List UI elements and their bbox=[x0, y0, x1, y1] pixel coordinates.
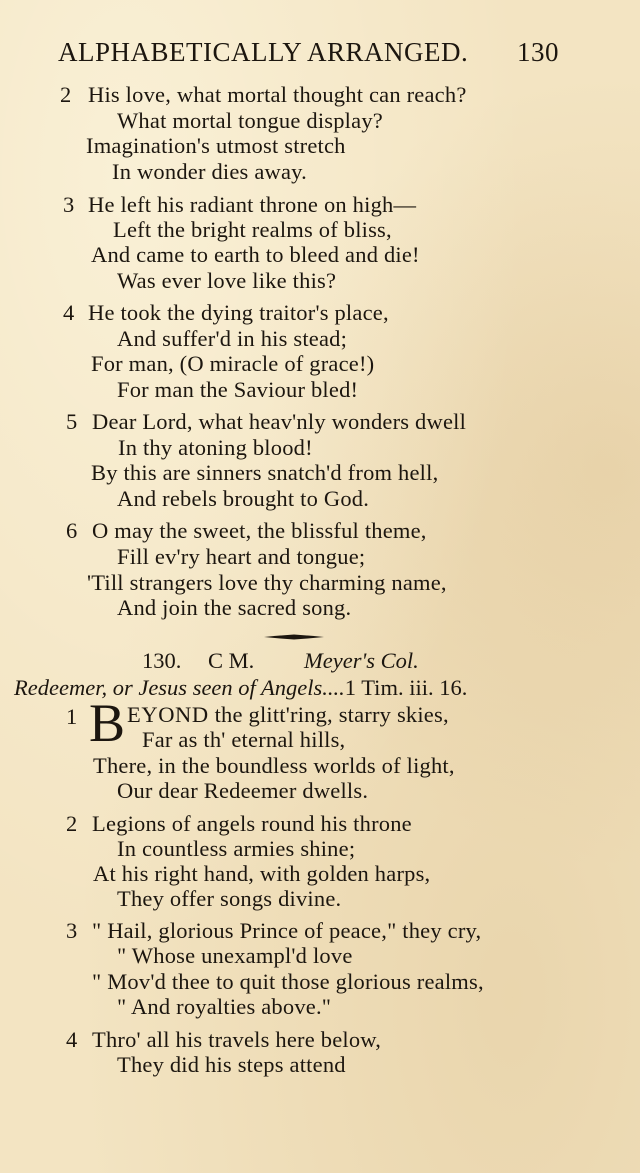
verse-line: He left his radiant throne on high— bbox=[88, 192, 417, 217]
hymn-subtitle bbox=[14, 675, 467, 701]
page-number: 130 bbox=[517, 37, 559, 67]
verse-line: Thro' all his travels here below, bbox=[92, 1027, 382, 1052]
verse-line: They did his steps attend bbox=[117, 1052, 346, 1077]
verse-line: There, in the boundless worlds of light, bbox=[93, 753, 455, 778]
verse-line: And join the sacred song. bbox=[117, 595, 352, 620]
scripture-reference: 1 Tim. iii. 16. bbox=[344, 675, 468, 700]
verse-line: " Hail, glorious Prince of peace," they cry, bbox=[92, 918, 482, 943]
verse-line: By this are sinners snatch'd from hell, bbox=[91, 460, 439, 485]
verse-line: Imagination's utmost stretch bbox=[86, 133, 346, 158]
verse-line: " And royalties above." bbox=[117, 994, 332, 1019]
stanza-number: 3 bbox=[66, 918, 78, 943]
verse-line: Our dear Redeemer dwells. bbox=[117, 778, 369, 803]
verse-line bbox=[127, 702, 449, 728]
verse-line: Was ever love like this? bbox=[117, 268, 337, 293]
verse-line: " Mov'd thee to quit those glorious realms, bbox=[92, 969, 484, 994]
verse-line: They offer songs divine. bbox=[117, 886, 342, 911]
verse-line: He took the dying traitor's place, bbox=[88, 300, 389, 325]
verse-line: " Whose unexampl'd love bbox=[117, 943, 353, 968]
stanza-number: 1 bbox=[66, 704, 78, 729]
drop-cap: B bbox=[89, 693, 126, 753]
verse-line: 'Till strangers love thy charming name, bbox=[87, 570, 447, 595]
stanza-number: 4 bbox=[63, 300, 75, 325]
verse-line: Fill ev'ry heart and tongue; bbox=[117, 544, 366, 569]
verse-line: In countless armies shine; bbox=[117, 836, 356, 861]
verse-line: His love, what mortal thought can reach? bbox=[88, 82, 467, 107]
verse-line: And suffer'd in his stead; bbox=[117, 326, 348, 351]
verse-line: In wonder dies away. bbox=[112, 159, 307, 184]
verse-line: Left the bright realms of bliss, bbox=[113, 217, 392, 242]
hymn-title: Redeemer, or Jesus seen of Angels.... bbox=[14, 675, 345, 700]
stanza-number: 4 bbox=[66, 1027, 78, 1052]
page-header bbox=[58, 37, 578, 68]
hymn-number: 130. bbox=[142, 648, 182, 673]
verse-line: Dear Lord, what heav'nly wonders dwell bbox=[92, 409, 467, 434]
running-title: ALPHABETICALLY ARRANGED. bbox=[58, 37, 469, 67]
stanza-number: 3 bbox=[63, 192, 75, 217]
verse-line: And came to earth to bleed and die! bbox=[91, 242, 420, 267]
verse-line: At his right hand, with golden harps, bbox=[93, 861, 431, 886]
verse-line: And rebels brought to God. bbox=[117, 486, 370, 511]
verse-line: Legions of angels round his throne bbox=[92, 811, 412, 836]
verse-line: O may the sweet, the blissful theme, bbox=[92, 518, 427, 543]
verse-line: In thy atoning blood! bbox=[118, 435, 313, 460]
verse-line-text: the glitt'ring, starry skies, bbox=[208, 702, 449, 727]
stanza-number: 2 bbox=[66, 811, 78, 836]
stanza-number: 6 bbox=[66, 518, 78, 543]
stanza-number: 2 bbox=[60, 82, 72, 107]
ornamental-rule bbox=[264, 634, 324, 640]
hymn-meter: C M. bbox=[208, 648, 255, 673]
stanza-number: 5 bbox=[66, 409, 78, 434]
hymn-source: Meyer's Col. bbox=[304, 648, 419, 673]
verse-line: For man, (O miracle of grace!) bbox=[91, 351, 375, 376]
verse-line: What mortal tongue display? bbox=[117, 108, 383, 133]
first-word-rest: EYOND bbox=[127, 702, 209, 727]
verse-line: Far as th' eternal hills, bbox=[142, 727, 346, 752]
hymn-heading bbox=[142, 648, 419, 674]
verse-line: For man the Saviour bled! bbox=[117, 377, 359, 402]
